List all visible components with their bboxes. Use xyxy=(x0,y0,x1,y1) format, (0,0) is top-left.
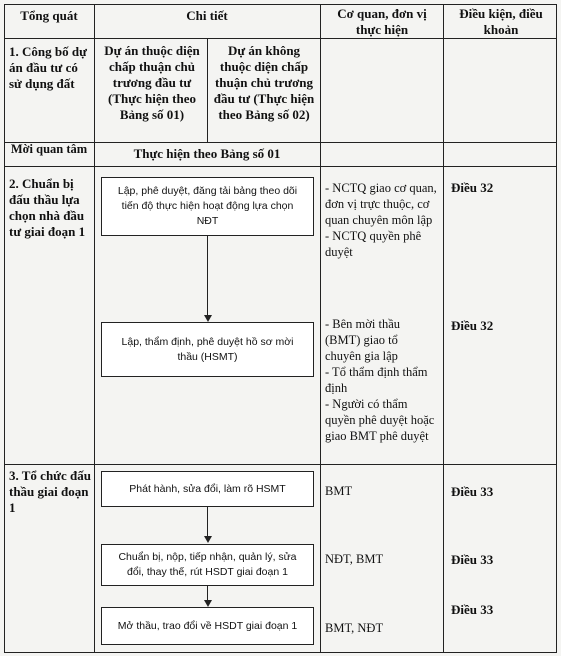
header-col1: Tổng quát xyxy=(20,8,78,23)
table-border-bottom xyxy=(4,652,557,653)
flow-box-mo-thau: Mở thầu, trao đổi về HSDT giai đoạn 1 xyxy=(101,607,314,645)
flow-arrow-2-head xyxy=(204,536,212,543)
flow-box-lap-bang-tien-do: Lập, phê duyệt, đăng tải bảng theo dõi tiến độ thực hiện hoạt động lựa chọn NĐT xyxy=(101,177,314,236)
row4-cond1: Điều 33 xyxy=(451,484,494,499)
row1-subdivider xyxy=(207,38,208,142)
flow-arrow-1 xyxy=(207,236,208,316)
table-border-right xyxy=(556,4,557,653)
row2-divider xyxy=(4,166,557,167)
header-col4: Điều kiện, điều khoản xyxy=(459,6,543,37)
row4-agency2: NĐT, BMT xyxy=(325,552,384,566)
row3-cond2: Điều 32 xyxy=(451,318,494,333)
col-divider-3 xyxy=(443,4,444,653)
header-col2: Chi tiết xyxy=(186,8,228,23)
row2-detail: Thực hiện theo Bảng số 01 xyxy=(133,146,281,161)
table-border-top xyxy=(4,4,557,5)
row3-title: 2. Chuẩn bị đấu thầu lựa chọn nhà đầu tư giai đoạn 1 xyxy=(9,176,86,239)
row4-agency1: BMT xyxy=(325,484,353,498)
row3-agency2: - Bên mời thầu (BMT) giao tổ chuyên gia lập - Tổ thẩm định thẩm định - Người có thẩm quyền phê duyệt hoặc giao BMT phê duyệt xyxy=(325,317,435,443)
flow-arrow-2 xyxy=(207,507,208,538)
row1-sub-b: Dự án không thuộc diện chấp thuận chủ trương đầu tư (Thực hiện theo Bảng số 02) xyxy=(213,43,315,122)
header-divider xyxy=(4,38,557,39)
row3-agency1: - NCTQ giao cơ quan, đơn vị trực thuộc, cơ quan chuyên môn lập - NCTQ quyền phê duyệt xyxy=(325,181,437,259)
row4-title: 3. Tổ chức đấu thầu giai đoạn 1 xyxy=(9,468,91,515)
row4-agency3: BMT, NĐT xyxy=(325,621,384,635)
table-border-left xyxy=(4,4,5,653)
row1-sub-a: Dự án thuộc diện chấp thuận chủ trương đầu tư (Thực hiện theo Bảng số 01) xyxy=(104,43,200,122)
header-col3: Cơ quan, đơn vị thực hiện xyxy=(337,6,427,37)
col-divider-2 xyxy=(320,4,321,653)
row4-cond3: Điều 33 xyxy=(451,602,494,617)
row2-title: Mời quan tâm xyxy=(10,142,88,156)
row4-cond2: Điều 33 xyxy=(451,552,494,567)
flow-arrow-3-head xyxy=(204,600,212,607)
row3-cond1: Điều 32 xyxy=(451,180,494,195)
row3-divider xyxy=(4,464,557,465)
flow-arrow-1-head xyxy=(204,315,212,322)
flow-box-nop-hsdt: Chuẩn bị, nộp, tiếp nhận, quản lý, sửa đổi, thay thế, rút HSDT giai đoạn 1 xyxy=(101,544,314,586)
col-divider-1 xyxy=(94,4,95,653)
row1-title: 1. Công bố dự án đầu tư có sử dụng đất xyxy=(9,44,87,91)
flow-box-lap-hsmt: Lập, thẩm định, phê duyệt hồ sơ mời thầu (HSMT) xyxy=(101,322,314,377)
flow-box-phat-hanh-hsmt: Phát hành, sửa đổi, làm rõ HSMT xyxy=(101,471,314,507)
